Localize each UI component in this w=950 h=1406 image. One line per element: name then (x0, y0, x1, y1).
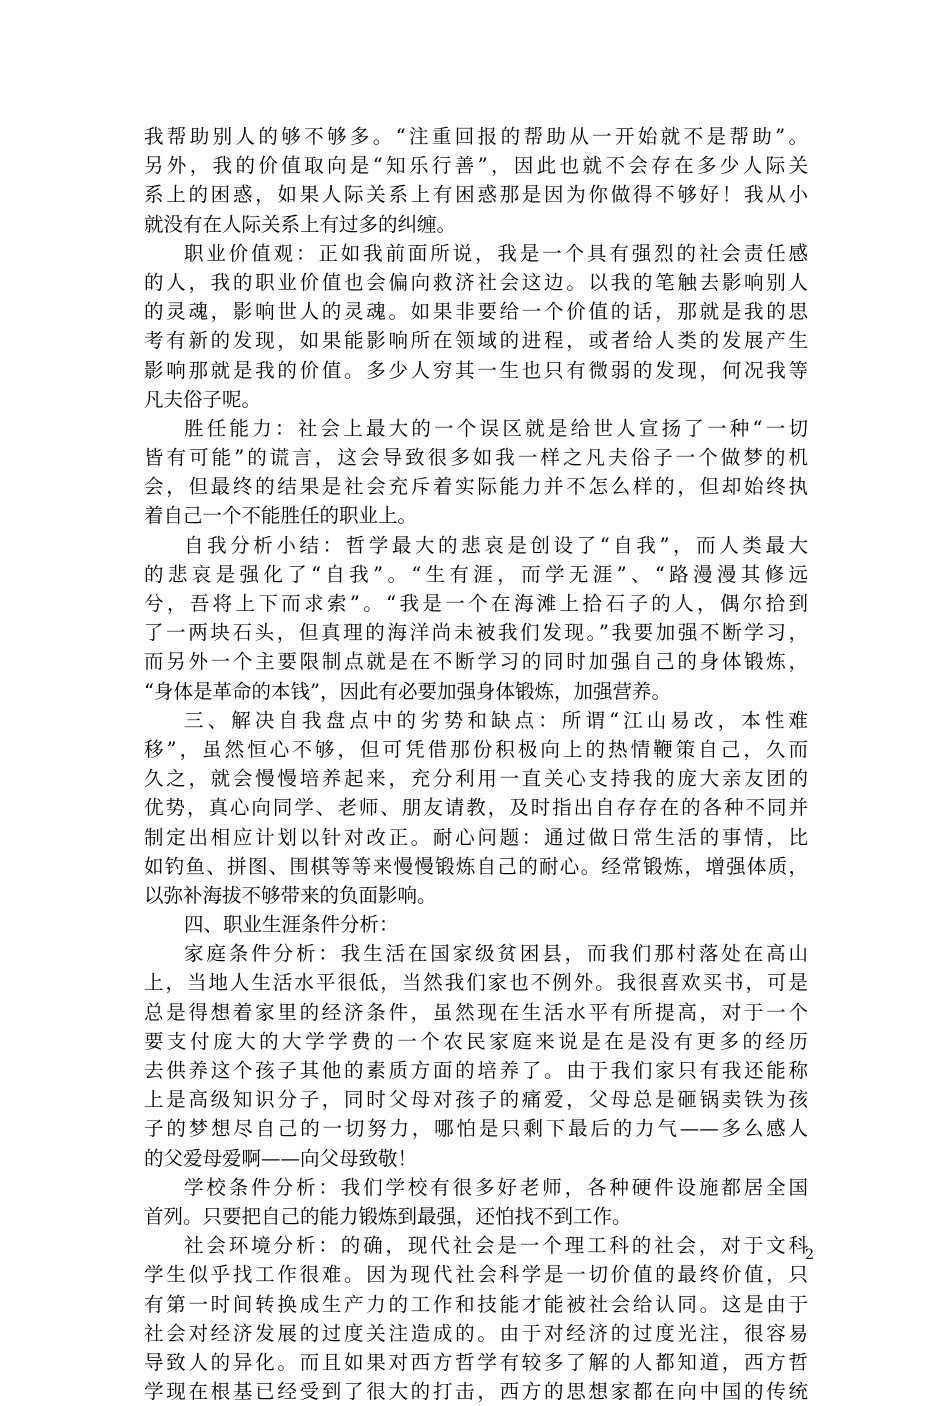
text-line: 胜任能力：社会上最大的一个误区就是给世人宣扬了一种“一切 (184, 416, 808, 440)
text-line: 而另外一个主要限制点就是在不断学习的同时加强自己的身体锻炼， (144, 650, 808, 674)
text-line: 首列。只要把自己的能力锻炼到最强，还怕找不到工作。 (144, 1204, 632, 1228)
text-line: 系上的困惑，如果人际关系上有困惑那是因为你做得不够好！我从小 (144, 183, 808, 207)
text-line: 社会对经济发展的过度关注造成的。由于对经济的过度光注，很容易 (144, 1321, 808, 1345)
text-line: 我帮助别人的够不够多。“注重回报的帮助从一开始就不是帮助”。 (144, 125, 808, 148)
text-line: 学校条件分析：我们学校有很多好老师，各种硬件设施都居全国 (184, 1175, 808, 1199)
text-line: 了一两块石头，但真理的海洋尚未被我们发现。”我要加强不断学习， (144, 621, 808, 645)
text-line: 导致人的异化。而且如果对西方哲学有较多了解的人都知道，西方哲 (144, 1350, 808, 1374)
text-line: 的悲哀是强化了“自我”。“生有涯，而学无涯”、“路漫漫其修远 (144, 562, 808, 586)
document-body (144, 122, 808, 1406)
page-number: 2 (805, 1247, 814, 1263)
text-line: 有第一时间转换成生产力的工作和技能才能被社会给认同。这是由于 (144, 1292, 808, 1316)
text-line: 自我分析小结：哲学最大的悲哀是创设了“自我”，而人类最大 (184, 533, 808, 557)
text-line: 皆有可能”的谎言，这会导致很多如我一样之凡夫俗子一个做梦的机 (144, 446, 808, 470)
text-line: 学现在根基已经受到了很大的打击，西方的思想家都在向中国的传统 (144, 1380, 808, 1404)
text-line: 影响那就是我的价值。多少人穷其一生也只有微弱的发现，何况我等 (144, 358, 808, 382)
text-line: 考有新的发现，如果能影响所在领域的进程，或者给人类的发展产生 (144, 329, 808, 353)
text-line: 凡夫俗子呢。 (144, 387, 262, 411)
text-line: 社会环境分析：的确，现代社会是一个理工科的社会，对于文科 (184, 1234, 808, 1258)
text-line: 就没有在人际关系上有过多的纠缠。 (144, 212, 457, 236)
text-line: 三、解决自我盘点中的劣势和缺点：所谓“江山易改，本性难 (184, 708, 808, 732)
text-line: 移”，虽然恒心不够，但可凭借那份积极向上的热情鞭策自己，久而 (144, 737, 808, 761)
text-line: 另外，我的价值取向是“知乐行善”，因此也就不会存在多少人际关 (144, 154, 808, 178)
text-line: 子的梦想尽自己的一切努力，哪怕是只剩下最后的力气——多么感人 (144, 1117, 808, 1141)
text-line: 着自己一个不能胜任的职业上。 (144, 504, 418, 528)
text-line: 家庭条件分析：我生活在国家级贫困县，而我们那村落处在高山 (184, 942, 808, 966)
text-line: “身体是革命的本钱”，因此有必要加强身体锻炼，加强营养。 (144, 679, 671, 703)
text-line: 的人，我的职业价值也会偏向救济社会这边。以我的笔触去影响别人 (144, 270, 808, 294)
text-line: 总是得想着家里的经济条件，虽然现在生活水平有所提高，对于一个 (144, 1000, 808, 1024)
text-line: 以弥补海拔不够带来的负面影响。 (144, 883, 437, 907)
text-line: 去供养这个孩子其他的素质方面的培养了。由于我们家只有我还能称 (144, 1059, 808, 1082)
text-line: 制定出相应计划以针对改正。耐心问题：通过做日常生活的事情，比 (144, 825, 808, 849)
text-line: 久之，就会慢慢培养起来，充分利用一直关心支持我的庞大亲友团的 (144, 767, 808, 791)
text-line: 会，但最终的结果是社会充斥着实际能力并不怎么样的，但却始终执 (144, 475, 808, 499)
text-line: 职业价值观：正如我前面所说，我是一个具有强烈的社会责任感 (184, 241, 808, 265)
text-line: 要支付庞大的大学学费的一个农民家庭来说是在是没有更多的经历 (144, 1029, 808, 1053)
text-line: 上是高级知识分子，同时父母对孩子的痛爱，父母总是砸锅卖铁为孩 (144, 1088, 808, 1112)
text-line: 学生似乎找工作很难。因为现代社会科学是一切价值的最终价值，只 (144, 1263, 808, 1287)
text-line: 优势，真心向同学、老师、朋友请教，及时指出自存存在的各种不同并 (144, 796, 808, 820)
text-line: 如钓鱼、拼图、围棋等等来慢慢锻炼自己的耐心。经常锻炼，增强体质， (144, 854, 808, 878)
text-line: 兮，吾将上下而求索”。“我是一个在海滩上拾石子的人，偶尔拾到 (144, 592, 808, 615)
text-line: 的灵魂，影响世人的灵魂。如果非要给一个价值的话，那就是我的思 (144, 300, 808, 324)
text-line: 上，当地人生活水平很低，当然我们家也不例外。我很喜欢买书，可是 (144, 971, 808, 995)
text-line: 四、职业生涯条件分析： (184, 913, 399, 937)
text-line: 的父爱母爱啊——向父母致敬！ (144, 1146, 418, 1170)
